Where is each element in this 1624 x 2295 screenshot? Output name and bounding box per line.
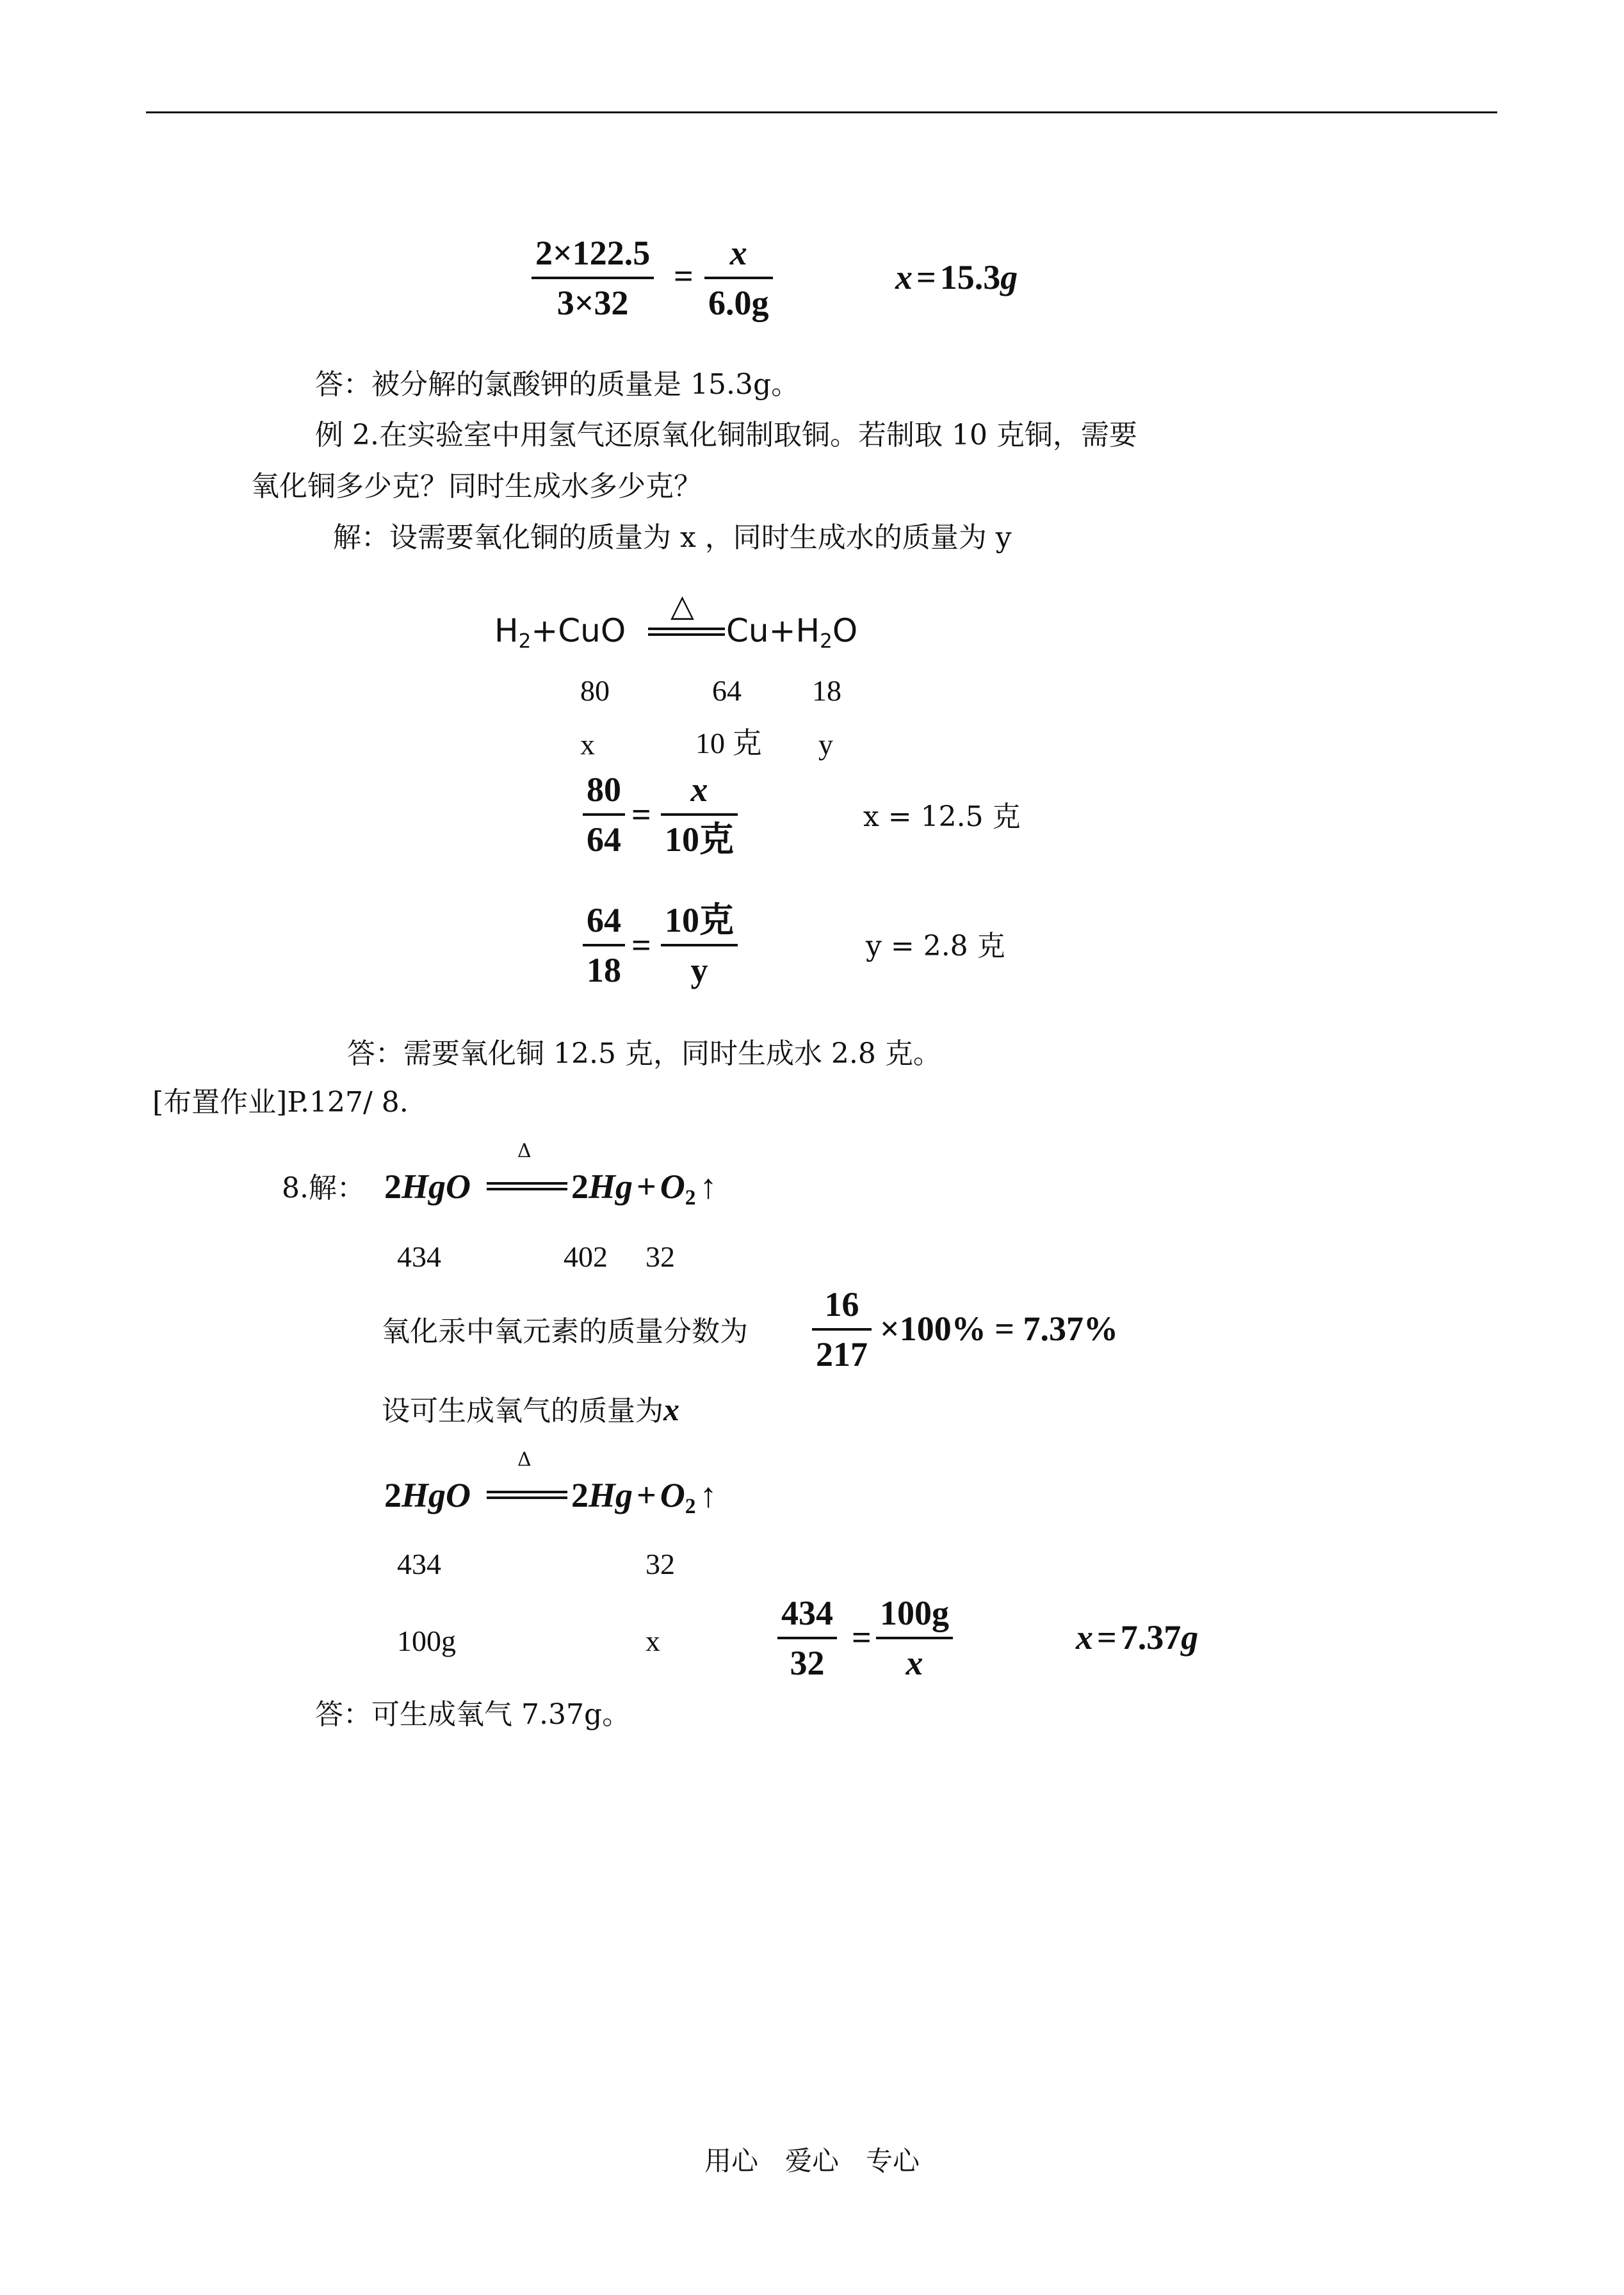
page-footer: 用心 爱心 专心 (704, 2145, 920, 2177)
equation-equals-bar (487, 1182, 567, 1190)
fraction-bar (661, 944, 738, 946)
heat-triangle: △ (670, 588, 694, 624)
equation-left: $H_2+CuO$ (494, 612, 626, 653)
equation-equals-bar (648, 628, 725, 636)
ex1-frac-numerator: 2×122.5 (535, 234, 651, 272)
ex2-unknown-y: y (818, 728, 833, 761)
equals-sign: = (852, 1618, 872, 1657)
ex2-problem-line2: 氧化铜多少克？同时生成水多少克？ (251, 470, 702, 503)
ex2-result-y: y = 2.8 克 (866, 930, 1005, 962)
equation-reactant: 2HgO (384, 1167, 471, 1206)
ex2-frac1-right: x 10克 (661, 770, 738, 859)
equation-products: $2Hg + O_2$ ↑ (571, 1476, 717, 1519)
hw-answer: 答：可生成氧气 7.37g。 (315, 1698, 631, 1731)
equation-equals-bar (487, 1491, 567, 1499)
ex2-problem-line1: 例 2.在实验室中用氢气还原氧化铜制取铜。若制取 10 克铜，需要 (315, 419, 1137, 451)
ex2-result-x: x = 12.5 克 (863, 800, 1021, 833)
hw-given-mass: 100g (397, 1625, 456, 1657)
hw-unknown-x: x (646, 1625, 660, 1657)
fraction-bar (532, 277, 654, 279)
equals-sign: = (674, 257, 694, 295)
ex2-mass-h2o: 18 (812, 674, 841, 707)
hw-mass-o2: 32 (646, 1240, 675, 1273)
fraction-bar (583, 944, 625, 946)
hw-final-frac-right: 100g x (876, 1593, 953, 1683)
homework-heading: [布置作业]P.127/ 8. (152, 1086, 409, 1119)
fraction-bar (661, 813, 738, 816)
equals-sign: = (631, 926, 651, 964)
ex2-chemical-equation (494, 588, 904, 658)
fraction-bar (583, 813, 625, 816)
ex2-frac2-right: 10克 y (661, 900, 738, 990)
ex1-frac-denominator: 3×32 (556, 284, 629, 323)
ex1-answer: 答：被分解的氯酸钾的质量是 15.3g。 (315, 368, 800, 401)
hw-equation-2 (384, 1448, 756, 1519)
ex1-fraction-left (532, 233, 654, 323)
ex2-solution-setup: 解：设需要氧化铜的质量为 x ，同时生成水的质量为 y (333, 521, 1012, 554)
fraction-bar (777, 1637, 837, 1639)
ex2-mass-cuo: 80 (580, 674, 610, 707)
hw-mass-hgo: 434 (397, 1240, 441, 1273)
fraction-bar (876, 1637, 953, 1639)
hw-fraction-label: 氧化汞中氧元素的质量分数为 (382, 1315, 748, 1348)
ex2-given-cu: 10 克 (695, 727, 762, 759)
hw-mass-hg: 402 (564, 1240, 608, 1273)
hw-mass2-hgo: 434 (397, 1548, 441, 1580)
ex2-frac2-left: 64 18 (583, 900, 625, 990)
equals-sign: = (631, 795, 651, 834)
ex2-mass-cu: 64 (712, 674, 742, 707)
ex1-rhs-denominator: 6.0g (708, 284, 769, 323)
ex2-frac1-left: 80 64 (583, 770, 625, 859)
fraction-bar (704, 277, 773, 279)
hw-equation-1 (384, 1140, 756, 1210)
hw-set-unknown: 设可生成氧气的质量为x (382, 1391, 679, 1427)
hw-final-result: x = 7.37g (1076, 1618, 1199, 1657)
equation-reactant: 2HgO (384, 1476, 471, 1514)
ex2-unknown-x: x (580, 728, 595, 761)
hw-final-frac-left: 434 32 (777, 1593, 837, 1683)
hw-fraction-result: ×100% = 7.37% (880, 1310, 1119, 1348)
hw-mass-fraction: 16 217 (812, 1285, 872, 1374)
heat-delta: Δ (517, 1140, 532, 1162)
equation-right: $Cu+H_2O$ (726, 612, 858, 653)
ex1-result: x = 15.3g (895, 258, 1018, 296)
ex1-fraction-right (704, 233, 773, 323)
equation-products: $2Hg + O_2$ ↑ (571, 1167, 717, 1210)
hw-mass2-o2: 32 (646, 1548, 675, 1580)
header-rule (146, 111, 1497, 113)
ex2-answer: 答：需要氧化铜 12.5 克，同时生成水 2.8 克。 (347, 1037, 941, 1070)
heat-delta: Δ (517, 1448, 532, 1471)
homework-label: 8.解： (282, 1172, 365, 1204)
ex1-rhs-numerator: x (729, 234, 747, 272)
fraction-bar (812, 1328, 872, 1331)
